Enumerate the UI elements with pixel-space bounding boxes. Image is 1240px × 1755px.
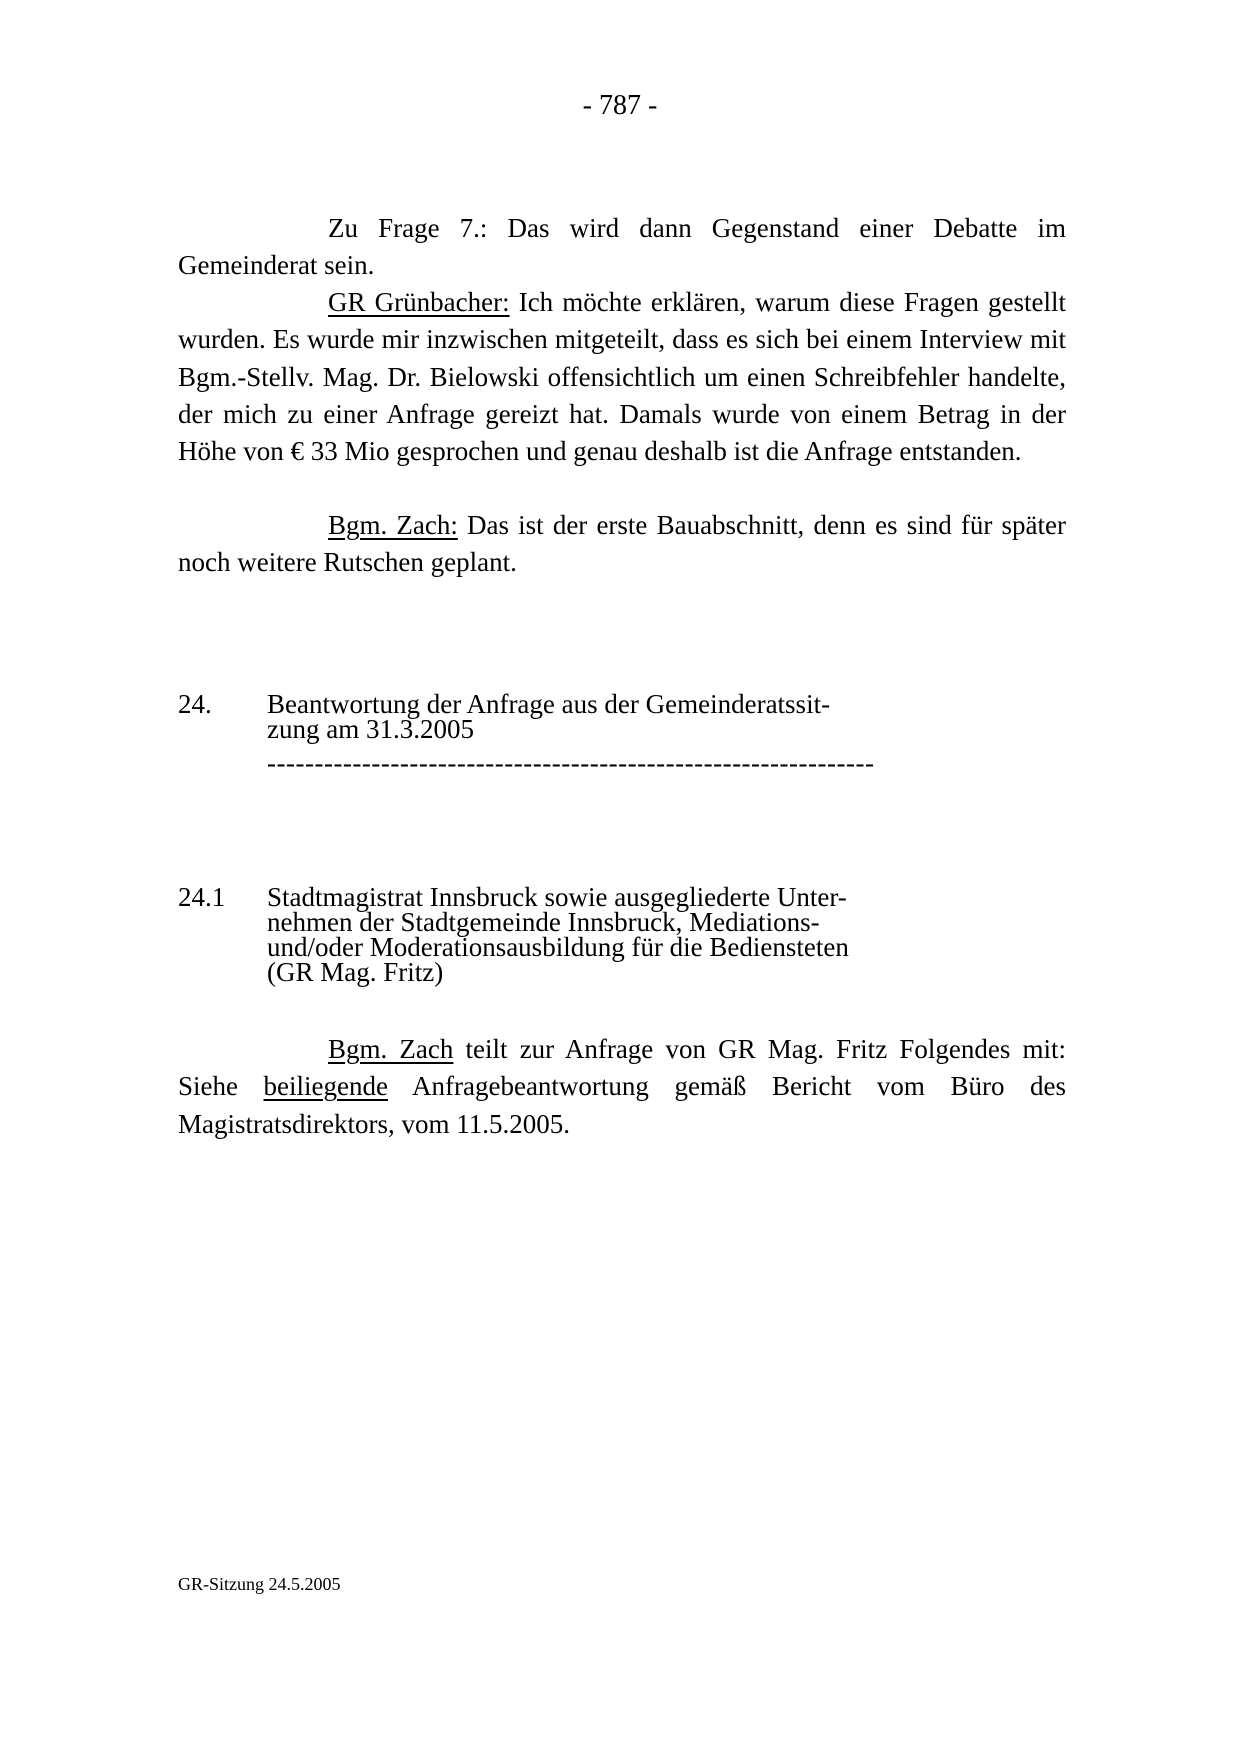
speaker-gruenbacher: GR Grünbacher: — [328, 287, 510, 317]
page-number: - 787 - — [582, 90, 658, 121]
agenda-item-24-1-title-line: nehmen der Stadtgemeinde Innsbruck, Mediations- — [267, 907, 820, 937]
attachment-reference: beiliegende — [263, 1071, 388, 1102]
agenda-item-24-title-line: Beantwortung der Anfrage aus der Gemeinderatssit- — [267, 689, 831, 719]
agenda-item-24-title — [267, 689, 831, 744]
agenda-item-24-1-title-line: (GR Mag. Fritz) — [267, 957, 444, 987]
agenda-item-24-1-title — [267, 882, 849, 987]
agenda-item-24-title-line: zung am 31.3.2005 — [267, 714, 474, 744]
agenda-item-24-number: 24. — [178, 689, 212, 719]
zach-answer-text: Anfragebeantwortung gemäß Bericht vom Büro des Magistratsdirektors, vom 11.5.2005. — [178, 1071, 1066, 1139]
zach-statement-paragraph — [178, 507, 1066, 582]
zach-statement — [178, 507, 1066, 582]
footer-session-date: GR-Sitzung 24.5.2005 — [178, 1574, 341, 1594]
zach-statement-text: Das ist der erste Bauabschnitt, denn es sind für später noch weitere Rutschen geplant. — [178, 510, 1066, 578]
speaker-zach: Bgm. Zach: — [328, 510, 458, 540]
agenda-item-24-1-title-line: und/oder Moderationsausbildung für die Bediensteten — [267, 932, 849, 962]
agenda-item-24-1-number: 24.1 — [178, 882, 226, 912]
answer-question-7-text: Zu Frage 7.: Das wird dann Gegenstand einer Debatte im Gemeinderat sein. — [178, 213, 1066, 281]
agenda-item-24-separator: ---------------------------------------------------------------- — [267, 748, 875, 778]
agenda-item-24 — [178, 689, 1066, 752]
gruenbacher-statement-paragraph — [178, 284, 1066, 470]
speaker-zach-answer: Bgm. Zach — [328, 1034, 454, 1064]
zach-answer-text: teilt zur Anfrage von GR Mag. Fritz Folgendes mit: Siehe — [178, 1034, 1066, 1102]
agenda-item-24-1 — [178, 882, 1066, 995]
zach-answer — [178, 1031, 1066, 1143]
gruenbacher-statement-text: Ich möchte erklären, warum diese Fragen gestellt wurden. Es wurde mir inzwischen mitgeteilt, dass es sich bei einem Interview mit Bgm.-Stellv. Mag. Dr. Bielowski offensichtlich um einen Schreibfehler handelte, der mich zu einer Anfrage gereizt hat. Damals wurde von einem Betrag in der Höhe von € 33 Mio gesprochen und genau deshalb ist die Anfrage entstanden. — [178, 287, 1066, 467]
agenda-item-24-1-title-line: Stadtmagistrat Innsbruck sowie ausgegliederte Unter- — [267, 882, 847, 912]
answer-question-7-paragraph — [178, 210, 1066, 285]
gruenbacher-statement — [178, 284, 1066, 470]
zach-answer-paragraph — [178, 1031, 1066, 1143]
